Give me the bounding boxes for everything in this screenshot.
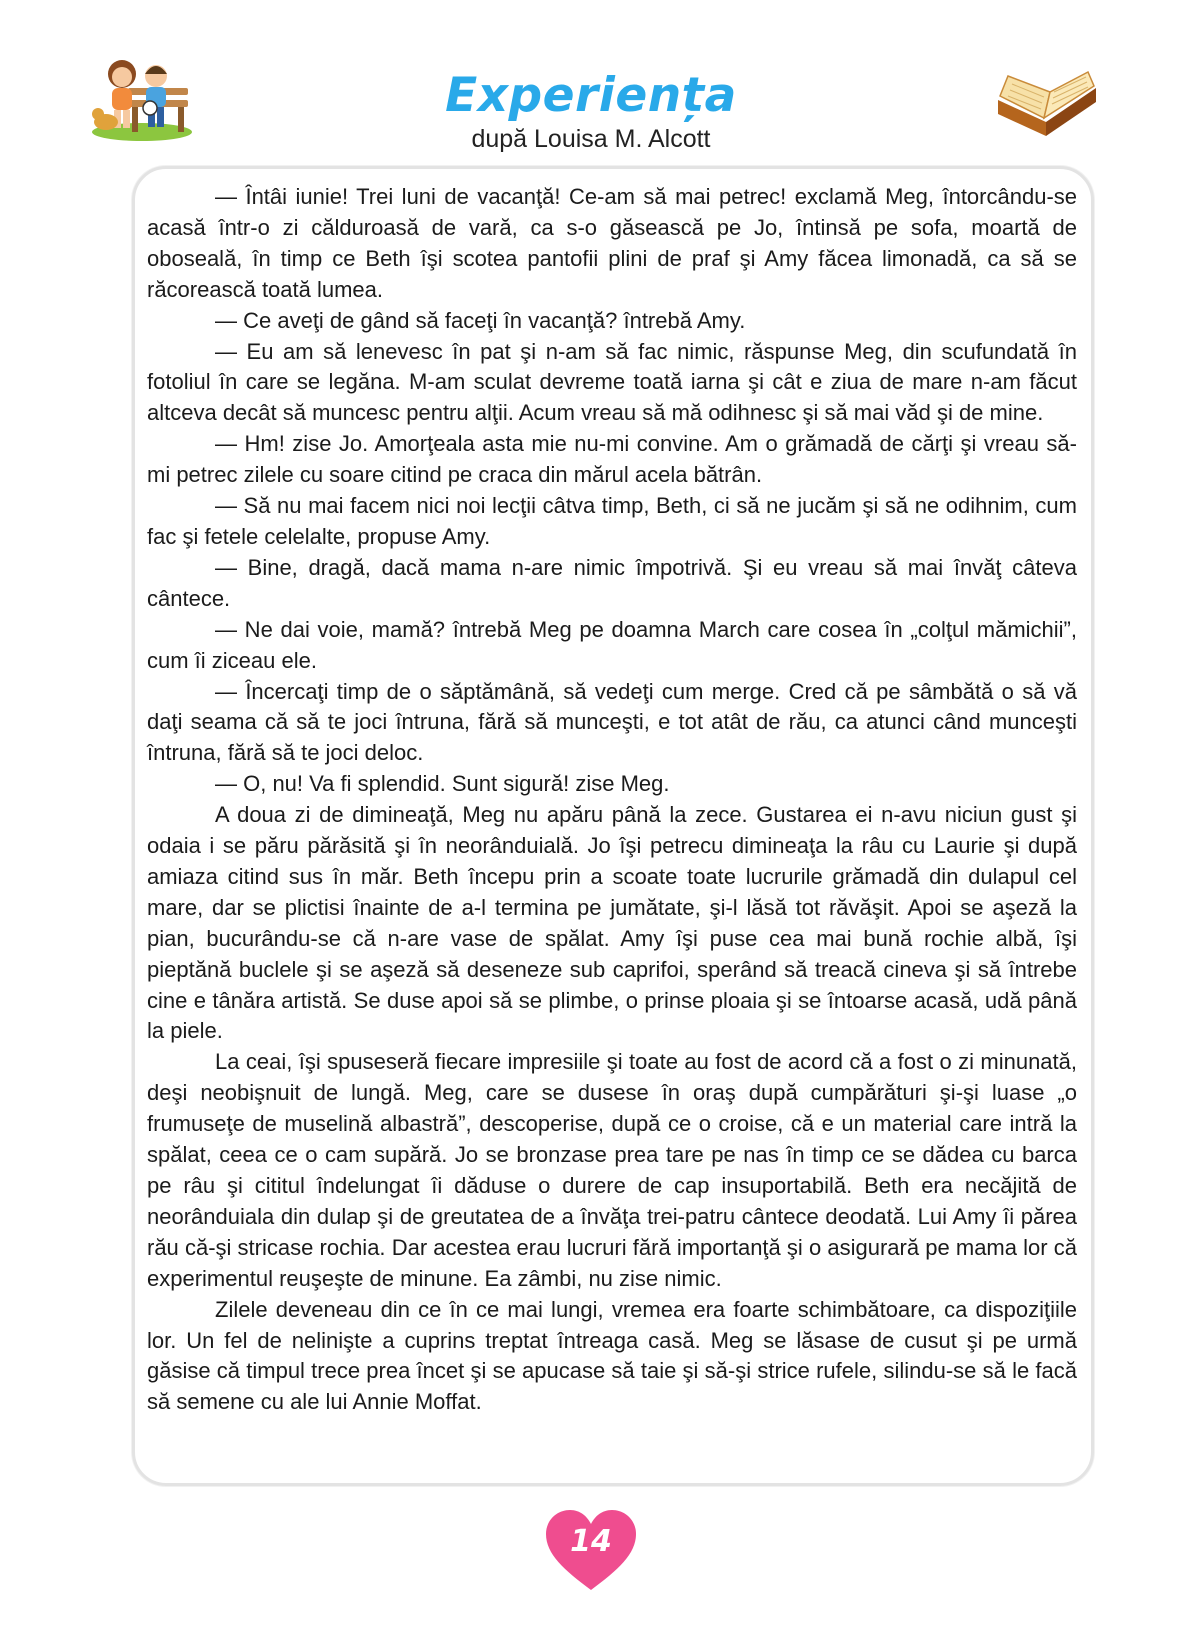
page-number: 14 [570, 1524, 612, 1559]
page-header [0, 0, 1182, 165]
story-paragraph: — Să nu mai facem nici noi lecţii câtva timp, Beth, ci să ne jucăm şi să ne odihnim, cum fac şi fetele celelalte, propuse Amy. [147, 493, 1077, 549]
story-paragraph: — Întâi iunie! Trei luni de vacanţă! Ce-am să mai petrec! exclamă Meg, întorcându-se acasă într-o zi călduroasă de vară, ca s-o găsească pe Jo, întinsă pe sofa, moartă de oboseală, în timp ce Beth îşi scotea pantofii plini de praf şi Amy făcea limonadă, ca să se răcorească toată lumea. [147, 184, 1077, 302]
page-title: Experiența [445, 68, 737, 123]
story-paragraph: — Hm! zise Jo. Amorţeala asta mie nu-mi convine. Am o grămadă de cărţi şi vreau să-mi petrec zilele cu soare citind pe craca din mărul acela bătrân. [147, 431, 1077, 488]
author-line: după Louisa M. Alcott [471, 125, 711, 153]
story-paragraph: — Ne dai voie, mamă? întrebă Meg pe doamna March care cosea în „colţul mămichii”, cum îi ziceau ele. [147, 616, 1077, 673]
story-text [147, 182, 1077, 1418]
story-paragraph: A doua zi de dimineaţă, Meg nu apăru până la zece. Gustarea ei n-avu niciun gust şi odaia i se păru părăsită şi în neorânduială. Jo îşi petrecu dimineaţa la râu cu Laurie şi după amiaza citind sus în măr. Beth începu prin a scoate toate lucrurile grămadă din dulapul cel mare, dar se plictisi înainte de a-l termina pe jumătate, şi-l lăsă tot răvăşit. Apoi se aşeză la pian, bucurându-se că n-are vase de spălat. Amy îşi puse cea mai bună rochie albă, îşi pieptănă buclele şi se aşeză să deseneze sub caprifoi, sperând să treacă cineva şi să întrebe cine e tânăra artistă. Se duse apoi să se plimbe, o prinse ploaia şi se întoarse acasă, udă până la piele. [147, 802, 1077, 1044]
story-paragraph: La ceai, îşi spuseseră fiecare impresiile şi toate au fost de acord că a fost o zi minunată, deşi neobişnuit de lungă. Meg, care se dusese în oraş după cumpărături şi-şi luase „o frumuseţe de muselină albastră”, descoperise, după ce o croise, că e un material care intră la spălat, ceea ce o cam supără. Jo se bronzase prea tare pe nas în timp ce se dădea cu barca pe râu şi cititul îndelungat îi dăduse o durere de cap insuportabilă. Beth era necăjită de neorânduiala din dulap şi de greutatea de a învăţa trei-patru cântece deodată. Lui Amy îi părea rău că-şi stricase rochia. Dar acestea erau lucruri fără importanţă şi o asigurară pe mama lor că experimentul reuşeşte de minune. Ea zâmbi, nu zise nimic. [147, 1049, 1077, 1291]
story-paragraph: — Ce aveţi de gând să faceţi în vacanţă? întrebă Amy. [215, 307, 746, 333]
open-book-illustration [994, 70, 1100, 140]
story-paragraph: — Bine, dragă, dacă mama n-are nimic împotrivă. Şi eu vreau să mai învăţ câteva cântece. [147, 554, 1077, 611]
story-paragraph: — Încercaţi timp de o săptămână, să vedeţi cum merge. Cred că pe sâmbătă o să vă daţi seama că să te joci întruna, fără să munceşti, e tot atât de rău, ca atunci când munceşti întruna, fără să te joci deloc. [147, 678, 1077, 766]
story-paragraph: Zilele deveneau din ce în ce mai lungi, vremea era foarte schimbătoare, ca dispoziţiile lor. Un fel de nelinişte a cuprins treptat întreaga casă. Meg se lăsase de cusut şi pe urmă găsise că timpul trece prea încet şi se apucase să taie şi să-şi strice rufele, silindu-se să le facă să semene cu ale lui Annie Moffat. [147, 1296, 1077, 1415]
story-paragraph: — Eu am să lenevesc în pat şi n-am să fac nimic, răspunse Meg, din scufundată în fotoliul în care se legăna. M-am sculat devreme toată iarna şi cât e ziua de mare n-am făcut altceva decât să muncesc pentru alţii. Acum vreau să mă odihnesc şi să mai văd şi de mine. [147, 338, 1077, 426]
story-paragraph: — O, nu! Va fi splendid. Sunt sigură! zise Meg. [215, 771, 670, 797]
